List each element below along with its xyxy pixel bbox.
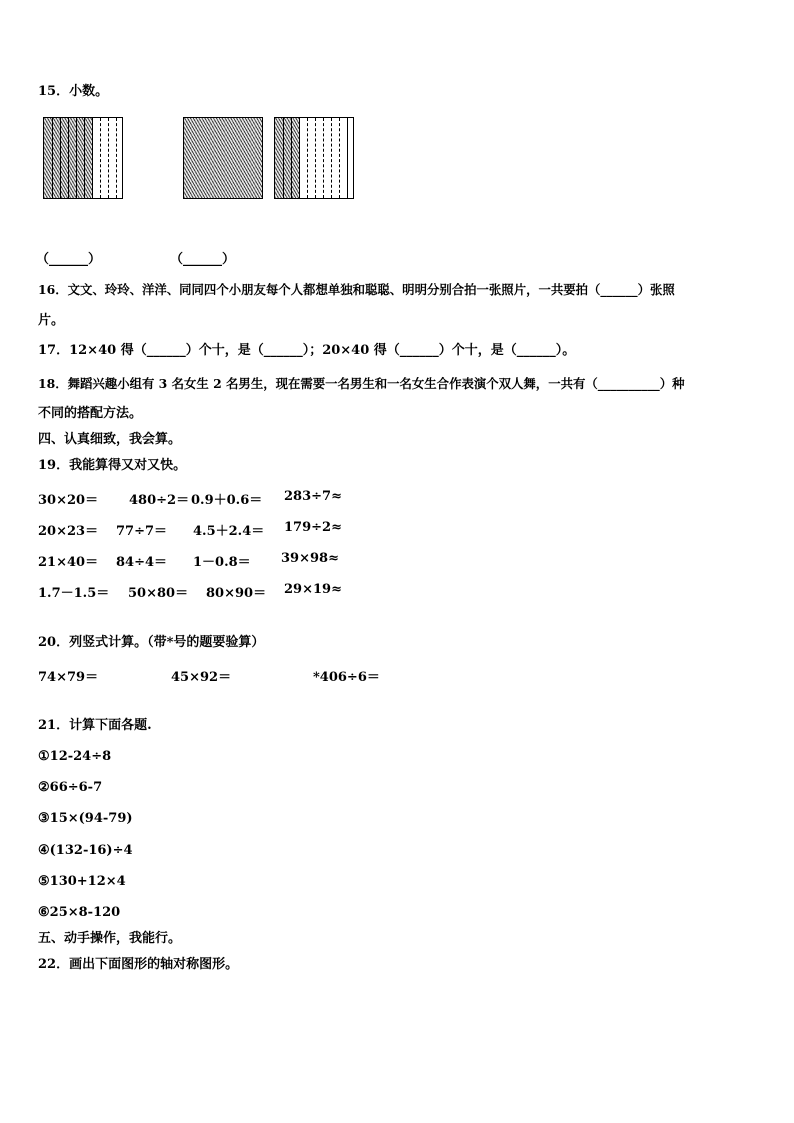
q15-answer-blank-2[interactable]: （______） xyxy=(170,252,236,267)
q19-item: 480÷2＝ xyxy=(129,493,190,508)
q21-item-6: ⑥25×8-120 xyxy=(38,905,121,920)
q21-item-5: ⑤130+12×4 xyxy=(38,874,126,889)
q21-title: 21．计算下面各题. xyxy=(38,718,152,733)
q19-item: 50×80＝ xyxy=(128,586,189,601)
q19-title: 19．我能算得又对又快。 xyxy=(38,458,187,473)
q19-item: 4.5＋2.4＝ xyxy=(193,524,265,539)
q20-item: 45×92＝ xyxy=(171,670,232,685)
section-4-heading: 四、认真细致，我会算。 xyxy=(38,432,182,447)
q22-title: 22．画出下面图形的轴对称图形。 xyxy=(38,957,239,972)
q19-item: 20×23＝ xyxy=(38,524,99,539)
q19-item: 30×20＝ xyxy=(38,493,99,508)
q20-title: 20．列竖式计算。（带*号的题要验算） xyxy=(38,635,265,650)
q21-item-2: ②66÷6-7 xyxy=(38,780,103,795)
q19-item: 84÷4＝ xyxy=(116,555,168,570)
q19-item: 39×98≈ xyxy=(281,551,339,566)
decimal-grid-2-full xyxy=(183,117,263,199)
q19-item: 179÷2≈ xyxy=(284,520,342,535)
q19-item: 77÷7＝ xyxy=(116,524,168,539)
q16-line2: 片。 xyxy=(38,313,65,328)
section-5-heading: 五、动手操作，我能行。 xyxy=(38,931,182,946)
q20-item: 74×79＝ xyxy=(38,670,99,685)
q21-item-3: ③15×(94-79) xyxy=(38,811,133,826)
q19-item: 1－0.8＝ xyxy=(193,555,251,570)
q18-line1: 18．舞蹈兴趣小组有 3 名女生 2 名男生，现在需要一名男生和一名女生合作表演个双人舞，一共有（__________）种 xyxy=(38,376,685,391)
q19-item: 21×40＝ xyxy=(38,555,99,570)
q19-item: 0.9＋0.6＝ xyxy=(191,493,263,508)
q19-item: 80×90＝ xyxy=(206,586,267,601)
q21-item-1: ①12-24÷8 xyxy=(38,749,112,764)
q15-answer-blank-1[interactable]: （______） xyxy=(36,252,102,267)
q21-item-4: ④(132-16)÷4 xyxy=(38,843,133,858)
q20-item: *406÷6＝ xyxy=(313,670,380,685)
decimal-grid-2-part xyxy=(274,117,354,199)
q16-line1: 16．文文、玲玲、洋洋、同同四个小朋友每个人都想单独和聪聪、明明分别合拍一张照片，一共要拍（______）张照 xyxy=(38,282,675,297)
q18-line2: 不同的搭配方法。 xyxy=(38,406,143,421)
q17-line: 17．12×40 得（______）个十，是（______）；20×40 得（______）个十，是（______）。 xyxy=(38,343,576,358)
q15-title: 15．小数。 xyxy=(38,84,109,99)
decimal-grid-1 xyxy=(43,117,123,199)
q19-item: 29×19≈ xyxy=(284,582,342,597)
q19-item: 1.7－1.5＝ xyxy=(38,586,110,601)
q19-item: 283÷7≈ xyxy=(284,489,342,504)
